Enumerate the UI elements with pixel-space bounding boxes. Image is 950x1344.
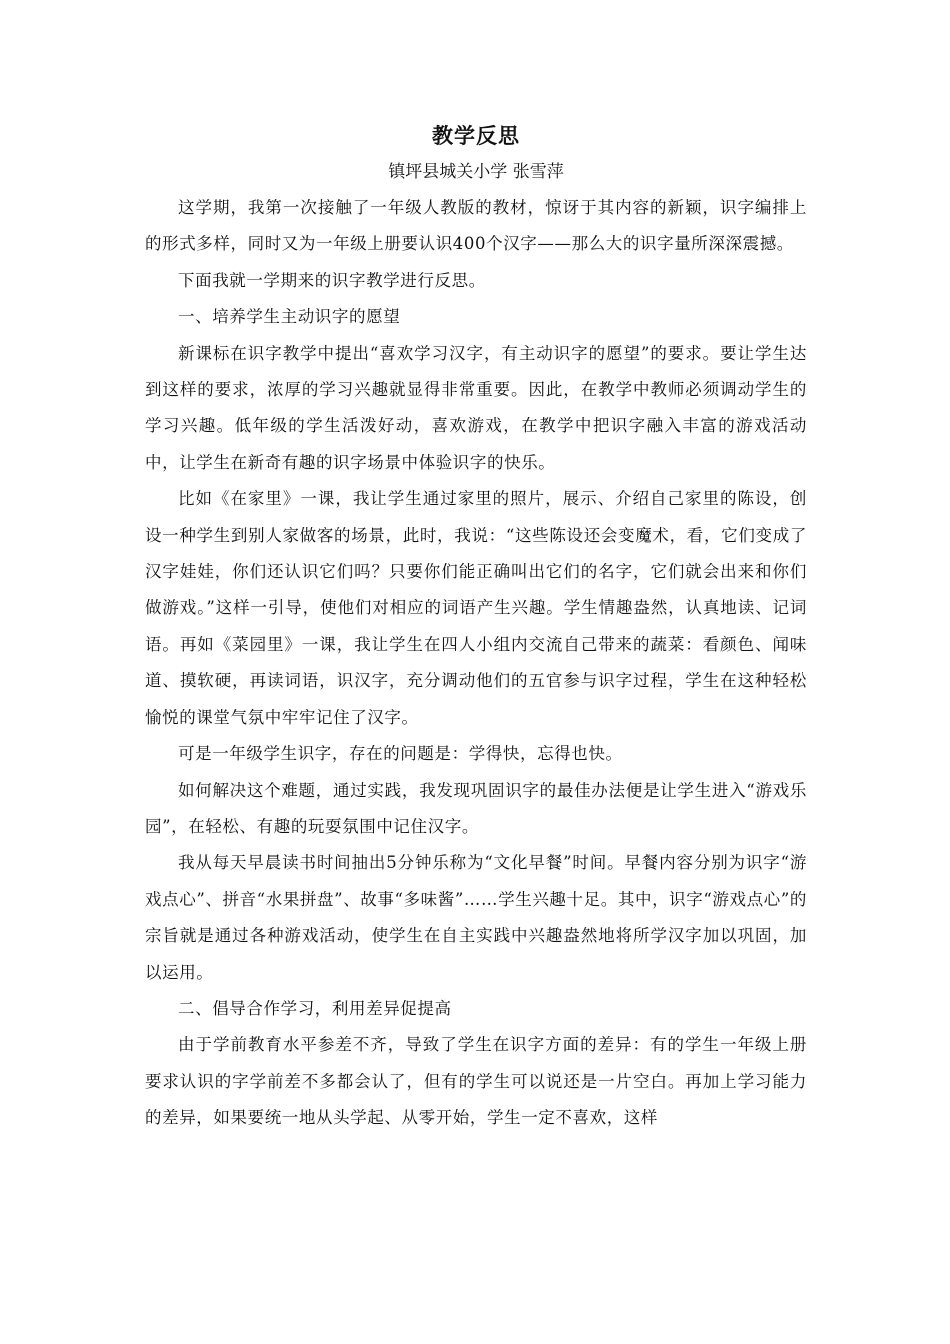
paragraph-intro: 这学期，我第一次接触了一年级人教版的教材，惊讶于其内容的新颖，识字编排上的形式多样，同时又为一年级上册要认识400个汉字——那么大的识字量所深深震撼。	[145, 198, 807, 254]
document-page	[145, 118, 807, 1137]
paragraph-solution: 如何解决这个难题，通过实践，我发现巩固识字的最佳办法便是让学生进入“游戏乐园”，在轻松、有趣的玩耍氛围中记住汉字。	[145, 780, 807, 836]
paragraph-examples: 比如《在家里》一课，我让学生通过家里的照片，展示、介绍自己家里的陈设，创设一种学生到别人家做客的场景，此时，我说：“这些陈设还会变魔术，看，它们变成了汉字娃娃，你们还认识它们吗？只要你们能正确叫出它们的名字，它们就会出来和你们做游戏。”这样一引导，使他们对相应的词语产生兴趣。学生情趣盎然，认真地读、记词语。再如《菜园里》一课，我让学生在四人小组内交流自己带来的蔬菜：看颜色、闻味道、摸软硬，再读词语，识汉字，充分调动他们的五官参与识字过程，学生在这种轻松愉悦的课堂气氛中牢牢记住了汉字。	[145, 489, 807, 727]
section-heading-2: 二、倡导合作学习，利用差异促提高	[178, 998, 452, 1018]
paragraph-curriculum: 新课标在识字教学中提出“喜欢学习汉字，有主动识字的愿望”的要求。要让学生达到这样的要求，浓厚的学习兴趣就显得非常重要。因此，在教学中教师必须调动学生的学习兴趣。低年级的学生活泼好动，喜欢游戏，在教学中把识字融入丰富的游戏活动中，让学生在新奇有趣的识字场景中体验识字的快乐。	[145, 343, 807, 472]
document-title: 教学反思	[432, 123, 520, 148]
paragraph-differences: 由于学前教育水平参差不齐，导致了学生在识字方面的差异：有的学生一年级上册要求认识的字学前差不多都会认了，但有的学生可以说还是一片空白。再加上学习能力的差异，如果要统一地从头学起、从零开始，学生一定不喜欢，这样	[145, 1035, 807, 1128]
author-byline: 镇坪县城关小学 张雪萍	[388, 162, 564, 182]
paragraph-reflection-lead: 下面我就一学期来的识字教学进行反思。	[178, 270, 486, 290]
paragraph-problem: 可是一年级学生识字，存在的问题是：学得快，忘得也快。	[178, 744, 623, 764]
section-heading-1: 一、培养学生主动识字的愿望	[178, 307, 401, 327]
paragraph-morning-reading: 我从每天早晨读书时间抽出5分钟乐称为“文化早餐”时间。早餐内容分别为识字“游戏点心”、拼音“水果拼盘”、故事“多味酱”……学生兴趣十足。其中，识字“游戏点心”的宗旨就是通过各种游戏活动，使学生在自主实践中兴趣盎然地将所学汉字加以巩固，加以运用。	[145, 853, 807, 982]
